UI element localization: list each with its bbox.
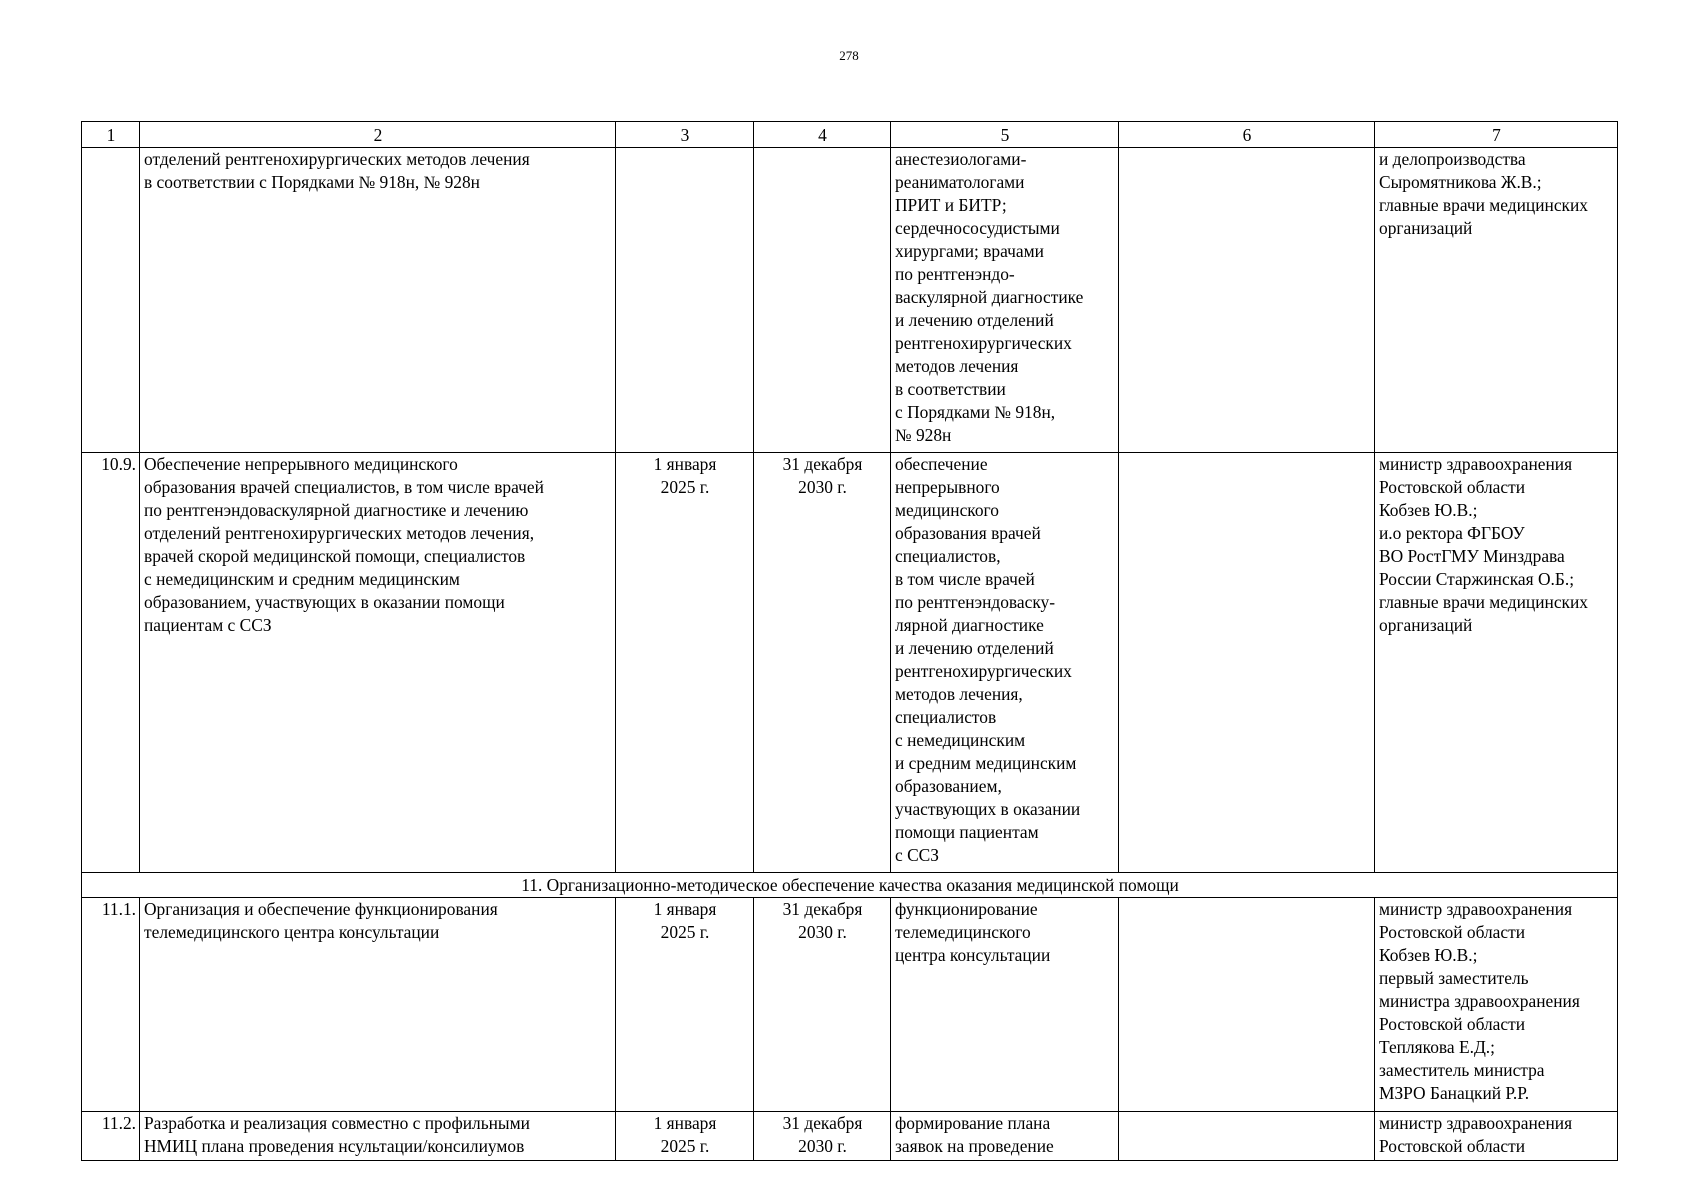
table-row [82,453,1618,873]
responsible-cell: министр здравоохранения Ростовской области Кобзев Ю.В.; первый заместитель министра здравоохранения Ростовской области Теплякова Е.Д.; заместитель министра МЗРО Банацкий Р.Р. [1375,898,1618,1112]
result-cell: обеспечение непрерывного медицинского образования врачей специалистов, в том числе врачей по рентгенэндоваску- лярной диагностике и лечению отделений рентгенохирургических методов лечения, специалистов с немедицинским и средним медицинским образованием, участвующих в оказании помощи пациентам с ССЗ [891,453,1119,873]
empty-cell [1119,1112,1375,1161]
item-number-cell: 11.1. [82,898,140,1112]
end-date-cell [754,148,891,453]
table-row [82,898,1618,1112]
empty-cell [1119,898,1375,1112]
action-plan-table [81,121,1618,1161]
responsible-cell: министр здравоохранения Ростовской области Кобзев Ю.В.; и.о ректора ФГБОУ ВО РостГМУ Минздрава России Старжинская О.Б.; главные врачи медицинских организаций [1375,453,1618,873]
column-number: 2 [140,122,616,148]
start-date-cell: 1 января 2025 г. [616,898,754,1112]
column-number: 5 [891,122,1119,148]
section-row [82,873,1618,898]
responsible-cell: и делопроизводства Сыромятникова Ж.В.; главные врачи медицинских организаций [1375,148,1618,453]
task-cell: Обеспечение непрерывного медицинского образования врачей специалистов, в том числе врачей по рентгенэндоваскулярной диагностике и лечению отделений рентгенохирургических методов лечения, врачей скорой медицинской помощи, специалистов с немедицинским и средним медицинским образованием, участвующих в оказании помощи пациентам с ССЗ [140,453,616,873]
column-number: 7 [1375,122,1618,148]
start-date-cell: 1 января 2025 г. [616,453,754,873]
column-number: 3 [616,122,754,148]
item-number-cell: 10.9. [82,453,140,873]
item-number-cell [82,148,140,453]
task-cell: Организация и обеспечение функционирования телемедицинского центра консультации [140,898,616,1112]
result-cell: анестезиологами- реаниматологами ПРИТ и БИТР; сердечнососудистыми хирургами; врачами по рентгенэндо- васкулярной диагностике и лечению отделений рентгенохирургических методов лечения в соответствии с Порядками № 918н, № 928н [891,148,1119,453]
item-number-cell: 11.2. [82,1112,140,1161]
column-number: 4 [754,122,891,148]
table-row [82,1112,1618,1161]
column-number: 1 [82,122,140,148]
column-number-row [82,122,1618,148]
result-cell: функционирование телемедицинского центра консультации [891,898,1119,1112]
start-date-cell [616,148,754,453]
empty-cell [1119,453,1375,873]
end-date-cell: 31 декабря 2030 г. [754,898,891,1112]
page-number: 278 [839,48,859,63]
empty-cell [1119,148,1375,453]
column-number: 6 [1119,122,1375,148]
end-date-cell: 31 декабря 2030 г. [754,1112,891,1161]
start-date-cell: 1 января 2025 г. [616,1112,754,1161]
section-title: 11. Организационно-методическое обеспечение качества оказания медицинской помощи [82,873,1618,898]
end-date-cell: 31 декабря 2030 г. [754,453,891,873]
task-cell: Разработка и реализация совместно с профильными НМИЦ плана проведения нсультации/консилиумов [140,1112,616,1161]
task-cell: отделений рентгенохирургических методов лечения в соответствии с Порядками № 918н, № 928н [140,148,616,453]
result-cell: формирование плана заявок на проведение [891,1112,1119,1161]
responsible-cell: министр здравоохранения Ростовской области [1375,1112,1618,1161]
table-row [82,148,1618,453]
